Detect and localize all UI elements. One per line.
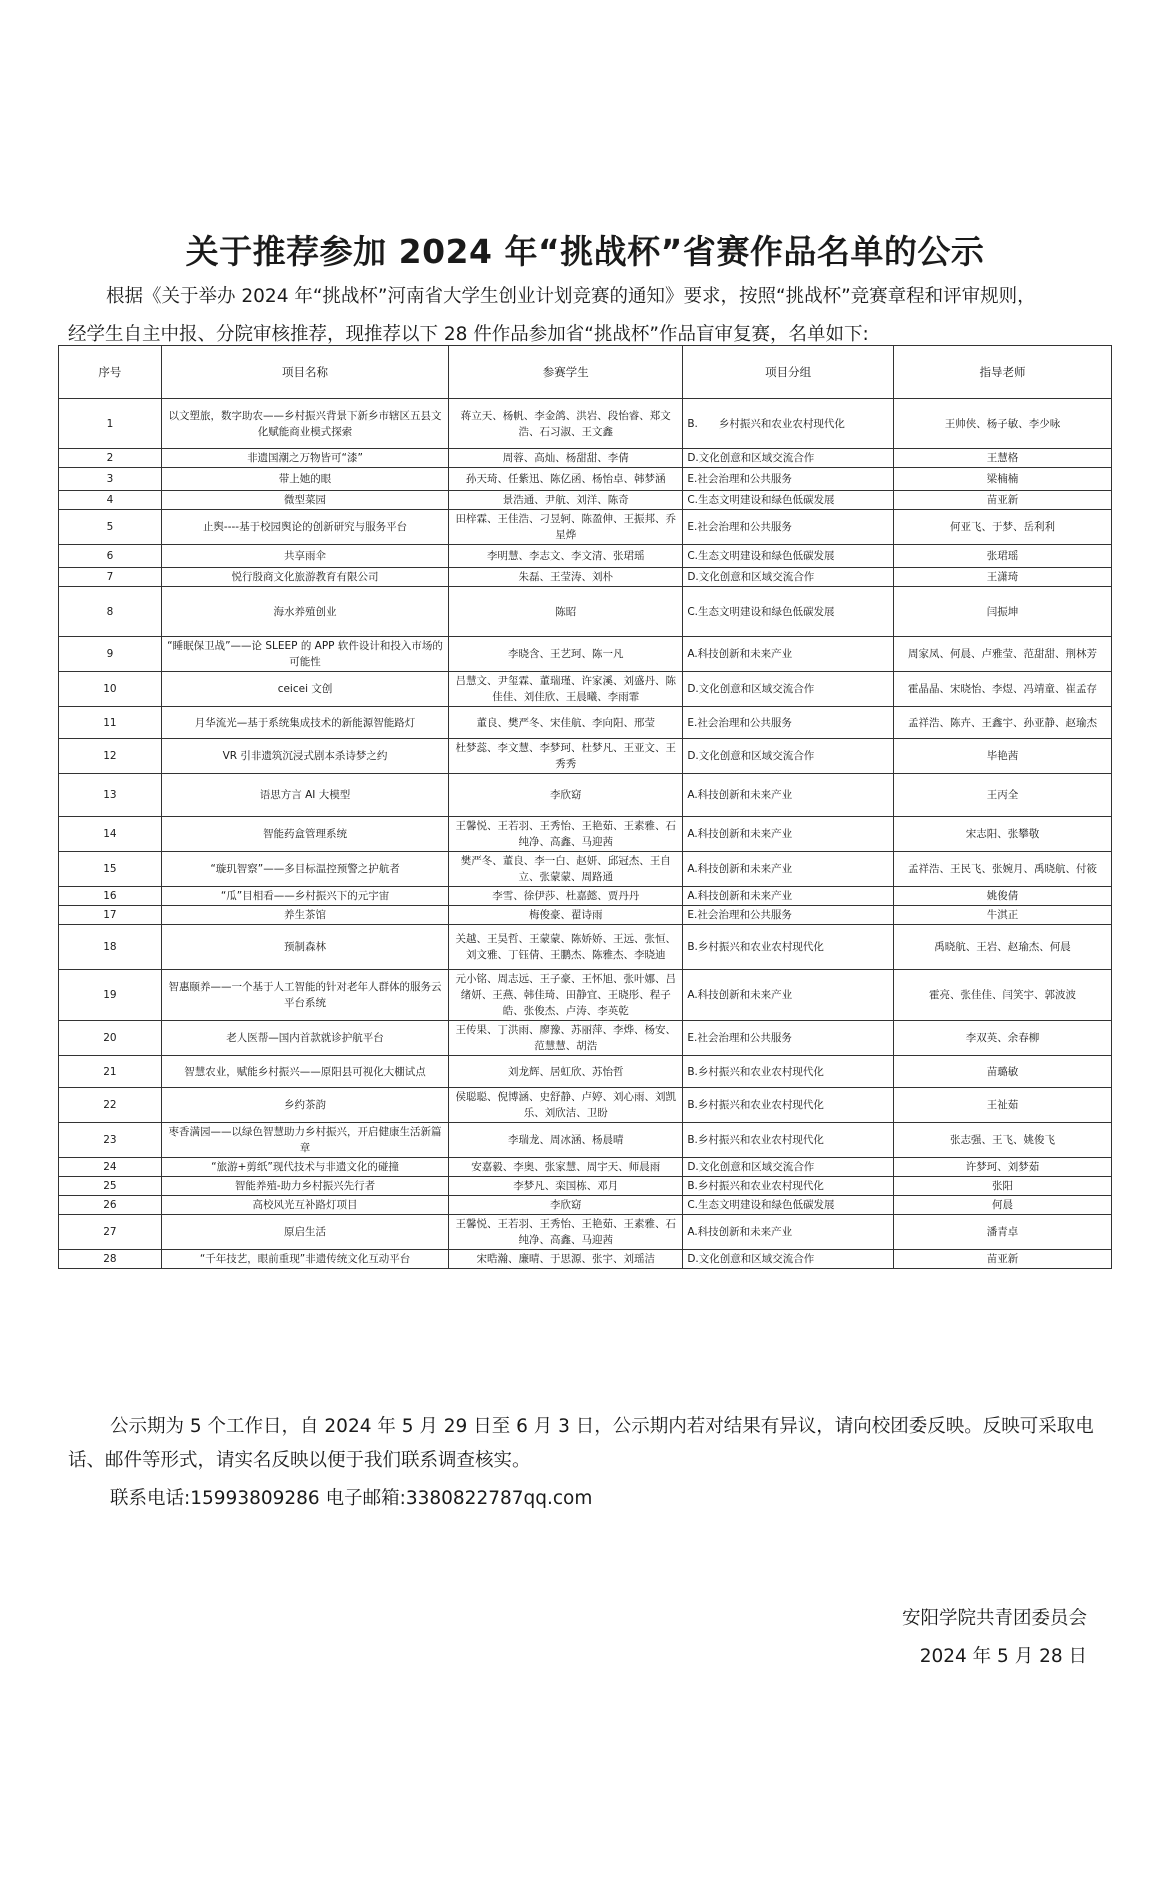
signature-block [902, 1600, 1087, 1676]
cell-project-name: “旅游+剪纸”现代技术与非遗文化的碰撞 [161, 1158, 448, 1177]
cell-no: 27 [59, 1215, 162, 1250]
table-row [59, 852, 1112, 887]
cell-students: 田梓霖、王佳浩、刁昱轲、陈盈伸、王振邦、乔星烨 [449, 510, 683, 545]
cell-group: B.乡村振兴和农业农村现代化 [683, 925, 894, 970]
cell-teacher: 王丙全 [893, 774, 1111, 817]
cell-group: A.科技创新和未来产业 [683, 817, 894, 852]
cell-project-name: VR 引非遗筑沉浸式剧本杀诗梦之约 [161, 739, 448, 774]
cell-no: 28 [59, 1250, 162, 1269]
cell-students: 景浩通、尹航、刘洋、陈奇 [449, 491, 683, 510]
cell-project-name: 语思方言 AI 大模型 [161, 774, 448, 817]
cell-no: 4 [59, 491, 162, 510]
table-body [59, 399, 1112, 1269]
intro-line-2: 经学生自主中报、分院审核推荐，现推荐以下 28 件作品参加省“挑战杯”作品盲审复赛，名单如下: [68, 324, 869, 345]
cell-students: 王馨悦、王若羽、王秀怡、王艳茹、王素雅、石纯净、高鑫、马迎茜 [449, 817, 683, 852]
cell-students: 王传果、丁洪雨、廖豫、苏丽萍、李烨、杨安、范慧慧、胡浩 [449, 1021, 683, 1056]
cell-no: 5 [59, 510, 162, 545]
table-row [59, 707, 1112, 739]
table-row [59, 817, 1112, 852]
cell-teacher: 王潇琦 [893, 568, 1111, 587]
cell-group: B.乡村振兴和农业农村现代化 [683, 1088, 894, 1123]
cell-project-name: 智能养殖-助力乡村振兴先行者 [161, 1177, 448, 1196]
cell-project-name: “璇玑智察”——多目标温控预警之护航者 [161, 852, 448, 887]
cell-project-name: 预制森林 [161, 925, 448, 970]
cell-no: 7 [59, 568, 162, 587]
cell-students: 李欣窈 [449, 1196, 683, 1215]
cell-students: 樊严冬、董良、李一白、赵妍、邱冠杰、王自立、张蒙蒙、周路通 [449, 852, 683, 887]
cell-group: C.生态文明建设和绿色低碳发展 [683, 491, 894, 510]
cell-project-name: 高校风光互补路灯项目 [161, 1196, 448, 1215]
cell-project-name: 智慧农业，赋能乡村振兴——原阳县可视化大棚试点 [161, 1056, 448, 1088]
cell-teacher: 姚俊倩 [893, 887, 1111, 906]
table-row [59, 1056, 1112, 1088]
table-row [59, 449, 1112, 468]
table-row [59, 1215, 1112, 1250]
cell-teacher: 苗亚新 [893, 1250, 1111, 1269]
cell-no: 14 [59, 817, 162, 852]
cell-students: 孙天琦、任紫迅、陈亿函、杨怡卓、韩梦涵 [449, 468, 683, 491]
cell-group: C.生态文明建设和绿色低碳发展 [683, 545, 894, 568]
cell-group: C.生态文明建设和绿色低碳发展 [683, 1196, 894, 1215]
cell-group: A.科技创新和未来产业 [683, 637, 894, 672]
cell-no: 17 [59, 906, 162, 925]
table-header-row [59, 346, 1112, 399]
table-row [59, 739, 1112, 774]
cell-teacher: 闫振坤 [893, 587, 1111, 637]
cell-group: B.乡村振兴和农业农村现代化 [683, 1177, 894, 1196]
cell-group: B.乡村振兴和农业农村现代化 [683, 1056, 894, 1088]
cell-no: 18 [59, 925, 162, 970]
cell-teacher: 王慧格 [893, 449, 1111, 468]
cell-project-name: 月华流光—基于系统集成技术的新能源智能路灯 [161, 707, 448, 739]
cell-project-name: “千年技艺，眼前重现”非遗传统文化互动平台 [161, 1250, 448, 1269]
cell-no: 2 [59, 449, 162, 468]
cell-teacher: 苗璐敏 [893, 1056, 1111, 1088]
cell-project-name: 枣香满园——以绿色智慧助力乡村振兴，开启健康生活新篇章 [161, 1123, 448, 1158]
table-row [59, 587, 1112, 637]
cell-students: 周蓉、高灿、杨甜甜、李倩 [449, 449, 683, 468]
cell-teacher: 毕艳茜 [893, 739, 1111, 774]
header-teacher: 指导老师 [893, 346, 1111, 399]
cell-no: 26 [59, 1196, 162, 1215]
cell-students: 陈昭 [449, 587, 683, 637]
cell-project-name: 原启生活 [161, 1215, 448, 1250]
cell-group: A.科技创新和未来产业 [683, 970, 894, 1021]
table-row [59, 774, 1112, 817]
cell-project-name: ceicei 文创 [161, 672, 448, 707]
cell-project-name: 带上她的眼 [161, 468, 448, 491]
cell-project-name: 老人医帮—国内首款就诊护航平台 [161, 1021, 448, 1056]
contact-info: 联系电话:15993809286 电子邮箱:3380822787qq.com [110, 1488, 593, 1509]
page-title: 关于推荐参加 2024 年“挑战杯”省赛作品名单的公示 [185, 232, 985, 271]
cell-teacher: 王帅侠、杨子敏、李少咏 [893, 399, 1111, 449]
cell-no: 8 [59, 587, 162, 637]
table-row [59, 637, 1112, 672]
cell-teacher: 周家凤、何晨、卢雅莹、范甜甜、荆林芳 [893, 637, 1111, 672]
cell-group: D.文化创意和区域交流合作 [683, 449, 894, 468]
cell-students: 李瑞龙、周冰涵、杨晨晴 [449, 1123, 683, 1158]
cell-students: 李梦凡、栾国栋、邓月 [449, 1177, 683, 1196]
cell-teacher: 梁楠楠 [893, 468, 1111, 491]
cell-students: 蒋立天、杨帆、李金鸽、洪岩、段怡睿、郑文浩、石习淑、王文鑫 [449, 399, 683, 449]
cell-no: 21 [59, 1056, 162, 1088]
cell-teacher: 霍亮、张佳佳、闫笑宇、郭波波 [893, 970, 1111, 1021]
table-row [59, 1021, 1112, 1056]
cell-group: A.科技创新和未来产业 [683, 852, 894, 887]
table-row [59, 1123, 1112, 1158]
table-row [59, 1088, 1112, 1123]
header-group: 项目分组 [683, 346, 894, 399]
cell-no: 9 [59, 637, 162, 672]
cell-group: D.文化创意和区域交流合作 [683, 1250, 894, 1269]
cell-group: B. 乡村振兴和农业农村现代化 [683, 399, 894, 449]
cell-group: E.社会治理和公共服务 [683, 906, 894, 925]
cell-students: 安嘉毅、李奥、张家慧、周宇天、师晨雨 [449, 1158, 683, 1177]
cell-no: 12 [59, 739, 162, 774]
table-row [59, 1177, 1112, 1196]
table-row [59, 672, 1112, 707]
cell-students: 李雪、徐伊莎、杜嘉懿、贾丹丹 [449, 887, 683, 906]
cell-students: 李明慧、李志文、李文清、张珺瑶 [449, 545, 683, 568]
issue-date: 2024 年 5 月 28 日 [919, 1646, 1087, 1667]
cell-teacher: 孟祥浩、陈卉、王鑫宇、孙亚静、赵瑜杰 [893, 707, 1111, 739]
cell-project-name: 乡约茶韵 [161, 1088, 448, 1123]
cell-teacher: 孟祥浩、王民飞、张婉月、禹晓航、付筱 [893, 852, 1111, 887]
project-list-table [58, 345, 1112, 1269]
table-row [59, 925, 1112, 970]
cell-no: 15 [59, 852, 162, 887]
cell-project-name: 非遗国潮之万物皆可“漆” [161, 449, 448, 468]
cell-students: 吕慧文、尹玺霖、董瑞瑾、许家溪、刘盛丹、陈佳佳、刘佳欣、王晨曦、李雨霏 [449, 672, 683, 707]
cell-group: A.科技创新和未来产业 [683, 774, 894, 817]
cell-students: 关越、王昊哲、王蒙蒙、陈娇娇、王远、张恒、刘文雅、丁钰倩、王鹏杰、陈雅杰、李晓迪 [449, 925, 683, 970]
cell-students: 李欣窈 [449, 774, 683, 817]
notice-footer [68, 1410, 1108, 1516]
cell-project-name: “瓜”目相看——乡村振兴下的元宇宙 [161, 887, 448, 906]
cell-group: E.社会治理和公共服务 [683, 468, 894, 491]
cell-no: 3 [59, 468, 162, 491]
cell-no: 24 [59, 1158, 162, 1177]
cell-no: 16 [59, 887, 162, 906]
cell-group: B.乡村振兴和农业农村现代化 [683, 1123, 894, 1158]
intro-paragraph [68, 278, 1098, 354]
cell-students: 王馨悦、王若羽、王秀怡、王艳茹、王素雅、石纯净、高鑫、马迎茜 [449, 1215, 683, 1250]
cell-teacher: 牛淇正 [893, 906, 1111, 925]
cell-project-name: “睡眠保卫战”——论 SLEEP 的 APP 软件设计和投入市场的可能性 [161, 637, 448, 672]
cell-students: 刘龙辉、居虹欣、苏怡哲 [449, 1056, 683, 1088]
cell-group: D.文化创意和区域交流合作 [683, 568, 894, 587]
cell-students: 杜梦蕊、李文慧、李梦珂、杜梦凡、王亚文、王秀秀 [449, 739, 683, 774]
table-row [59, 1158, 1112, 1177]
cell-students: 元小铭、周志远、王子豪、王怀旭、张叶娜、吕绪妍、王燕、韩佳琦、田静宜、王晓彤、程子皓、张俊杰、卢涛、李英乾 [449, 970, 683, 1021]
table-row [59, 906, 1112, 925]
cell-project-name: 以文塑旅，数字助农——乡村振兴背景下新乡市辖区五县文化赋能商业模式探索 [161, 399, 448, 449]
table-row [59, 510, 1112, 545]
cell-teacher: 霍晶晶、宋晓怡、李煜、冯靖童、崔孟存 [893, 672, 1111, 707]
cell-group: A.科技创新和未来产业 [683, 887, 894, 906]
cell-no: 13 [59, 774, 162, 817]
cell-project-name: 智能药盒管理系统 [161, 817, 448, 852]
cell-teacher: 禹晓航、王岩、赵瑜杰、何晨 [893, 925, 1111, 970]
header-project-name: 项目名称 [161, 346, 448, 399]
table-row [59, 399, 1112, 449]
cell-teacher: 苗亚新 [893, 491, 1111, 510]
table-row [59, 970, 1112, 1021]
cell-group: E.社会治理和公共服务 [683, 510, 894, 545]
cell-project-name: 悦行殷商文化旅游教育有限公司 [161, 568, 448, 587]
cell-teacher: 李双英、余春柳 [893, 1021, 1111, 1056]
cell-teacher: 何亚飞、于梦、岳利利 [893, 510, 1111, 545]
cell-project-name: 共享雨伞 [161, 545, 448, 568]
notice-period-text: 公示期为 5 个工作日，自 2024 年 5 月 29 日至 6 月 3 日，公示期内若对结果有异议，请向校团委反映。反映可采取电话、邮件等形式，请实名反映以便于我们联系调查核实。 [68, 1416, 1094, 1471]
cell-teacher: 张阳 [893, 1177, 1111, 1196]
cell-no: 11 [59, 707, 162, 739]
cell-students: 侯聪聪、倪博涵、史舒静、卢婷、刘心雨、刘凯乐、刘欣洁、卫盼 [449, 1088, 683, 1123]
cell-students: 朱磊、王莹涛、刘朴 [449, 568, 683, 587]
cell-teacher: 许梦珂、刘梦茹 [893, 1158, 1111, 1177]
cell-no: 10 [59, 672, 162, 707]
cell-no: 19 [59, 970, 162, 1021]
cell-group: E.社会治理和公共服务 [683, 1021, 894, 1056]
cell-project-name: 止舆----基于校园舆论的创新研究与服务平台 [161, 510, 448, 545]
header-no: 序号 [59, 346, 162, 399]
cell-group: C.生态文明建设和绿色低碳发展 [683, 587, 894, 637]
cell-project-name: 微型菜园 [161, 491, 448, 510]
table-row [59, 568, 1112, 587]
cell-no: 20 [59, 1021, 162, 1056]
cell-project-name: 海水养殖创业 [161, 587, 448, 637]
table-row [59, 468, 1112, 491]
cell-students: 宋晧瀚、廉晴、于思源、张宇、刘瑶洁 [449, 1250, 683, 1269]
intro-line-1: 根据《关于举办 2024 年“挑战杯”河南省大学生创业计划竞赛的通知》要求，按照“挑战杯”竞赛章程和评审规则， [106, 286, 1036, 307]
cell-project-name: 智惠颐养——一个基于人工智能的针对老年人群体的服务云平台系统 [161, 970, 448, 1021]
issuing-organization: 安阳学院共青团委员会 [901, 1608, 1087, 1629]
cell-group: A.科技创新和未来产业 [683, 1215, 894, 1250]
cell-group: D.文化创意和区域交流合作 [683, 1158, 894, 1177]
cell-students: 李晓含、王艺珂、陈一凡 [449, 637, 683, 672]
cell-teacher: 宋志阳、张攀敬 [893, 817, 1111, 852]
table-row [59, 1250, 1112, 1269]
cell-group: E.社会治理和公共服务 [683, 707, 894, 739]
cell-no: 22 [59, 1088, 162, 1123]
cell-no: 6 [59, 545, 162, 568]
table-row [59, 545, 1112, 568]
cell-no: 25 [59, 1177, 162, 1196]
cell-students: 梅俊豪、翟诗雨 [449, 906, 683, 925]
header-students: 参赛学生 [449, 346, 683, 399]
cell-no: 23 [59, 1123, 162, 1158]
cell-students: 董良、樊严冬、宋佳航、李向阳、邢莹 [449, 707, 683, 739]
cell-teacher: 张珺瑶 [893, 545, 1111, 568]
cell-teacher: 王祉茹 [893, 1088, 1111, 1123]
table-row [59, 1196, 1112, 1215]
cell-teacher: 张志强、王飞、姚俊飞 [893, 1123, 1111, 1158]
cell-no: 1 [59, 399, 162, 449]
cell-project-name: 养生茶馆 [161, 906, 448, 925]
cell-teacher: 潘青卓 [893, 1215, 1111, 1250]
cell-group: D.文化创意和区域交流合作 [683, 739, 894, 774]
cell-teacher: 何晨 [893, 1196, 1111, 1215]
table-row [59, 887, 1112, 906]
cell-group: D.文化创意和区域交流合作 [683, 672, 894, 707]
table-row [59, 491, 1112, 510]
